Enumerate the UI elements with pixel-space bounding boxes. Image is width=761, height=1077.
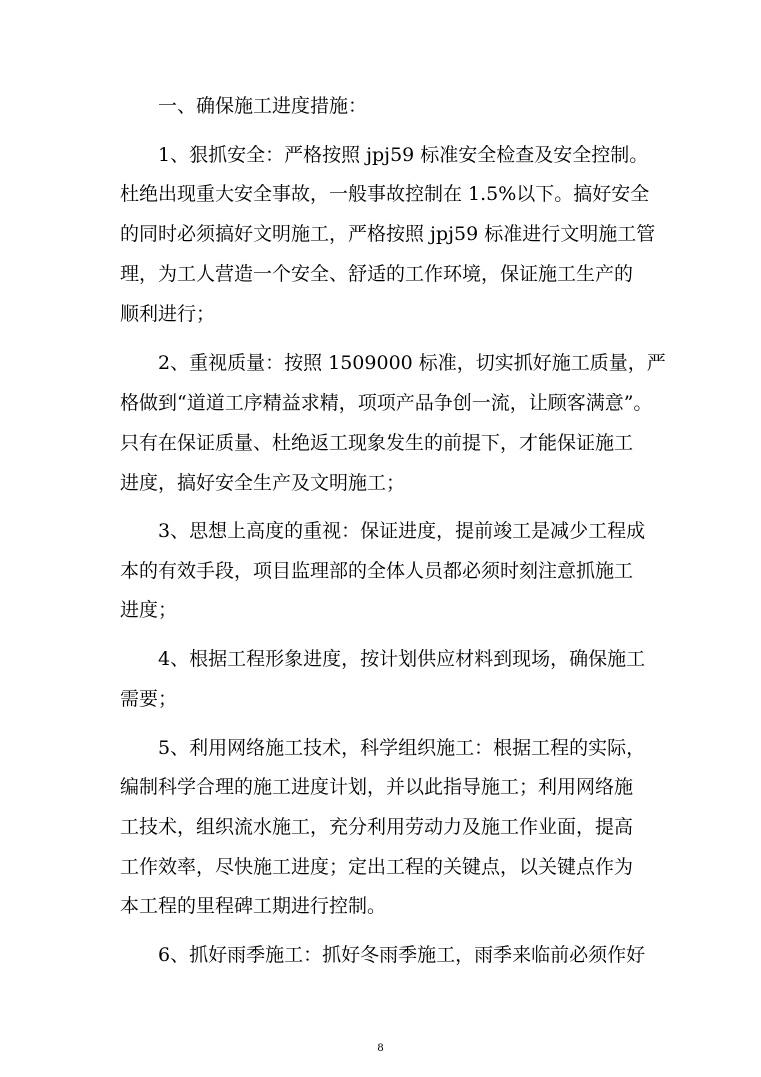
paragraph-1-line-2: 杜绝出现重大安全事故，一般事故控制在 1.5%以下。搞好安全: [120, 183, 650, 205]
paragraph-5-line-3: 工技术，组织流水施工，充分利用劳动力及施工作业面，提高: [120, 816, 634, 838]
paragraph-3-line-3: 进度；: [120, 599, 178, 621]
paragraph-2-line-1: 2、重视质量：按照 1509000 标准，切实抓好施工质量，严: [158, 352, 666, 374]
paragraph-2-line-3: 只有在保证质量、杜绝返工现象发生的前提下，才能保证施工: [120, 432, 634, 454]
paragraph-5-line-5: 本工程的里程碑工期进行控制。: [120, 895, 387, 917]
paragraph-6-line-1: 6、抓好雨季施工：抓好冬雨季施工，雨季来临前必须作好: [158, 944, 646, 966]
paragraph-5-line-4: 工作效率，尽快施工进度；定出工程的关键点，以关键点作为: [120, 856, 634, 878]
paragraph-5-line-2: 编制科学合理的施工进度计划，并以此指导施工；利用网络施: [120, 776, 634, 798]
paragraph-5-line-1: 5、利用网络施工技术，科学组织施工：根据工程的实际，: [158, 737, 646, 759]
paragraph-1-line-5: 顺利进行；: [120, 303, 216, 325]
section-heading: 一、确保施工进度措施：: [158, 95, 368, 117]
paragraph-3-line-2: 本的有效手段，项目监理部的全体人员都必须时刻注意抓施工: [120, 560, 634, 582]
paragraph-2-line-4: 进度，搞好安全生产及文明施工；: [120, 472, 406, 494]
paragraph-2-line-2: 格做到“道道工序精益求精，项项产品争创一流，让顾客满意”。: [120, 392, 653, 414]
paragraph-1-line-3: 的同时必须搞好文明施工，严格按照 jpj59 标准进行文明施工管: [120, 223, 656, 245]
paragraph-4-line-2: 需要；: [120, 688, 178, 710]
paragraph-4-line-1: 4、根据工程形象进度，按计划供应材料到现场，确保施工: [158, 648, 646, 670]
paragraph-3-line-1: 3、思想上高度的重视：保证进度，提前竣工是减少工程成: [158, 520, 646, 542]
paragraph-1-line-1: 1、狠抓安全：严格按照 jpj59 标准安全检查及安全控制。: [158, 144, 649, 166]
paragraph-1-line-4: 理，为工人营造一个安全、舒适的工作环境，保证施工生产的: [120, 263, 634, 285]
page-number: 8: [377, 1040, 384, 1054]
